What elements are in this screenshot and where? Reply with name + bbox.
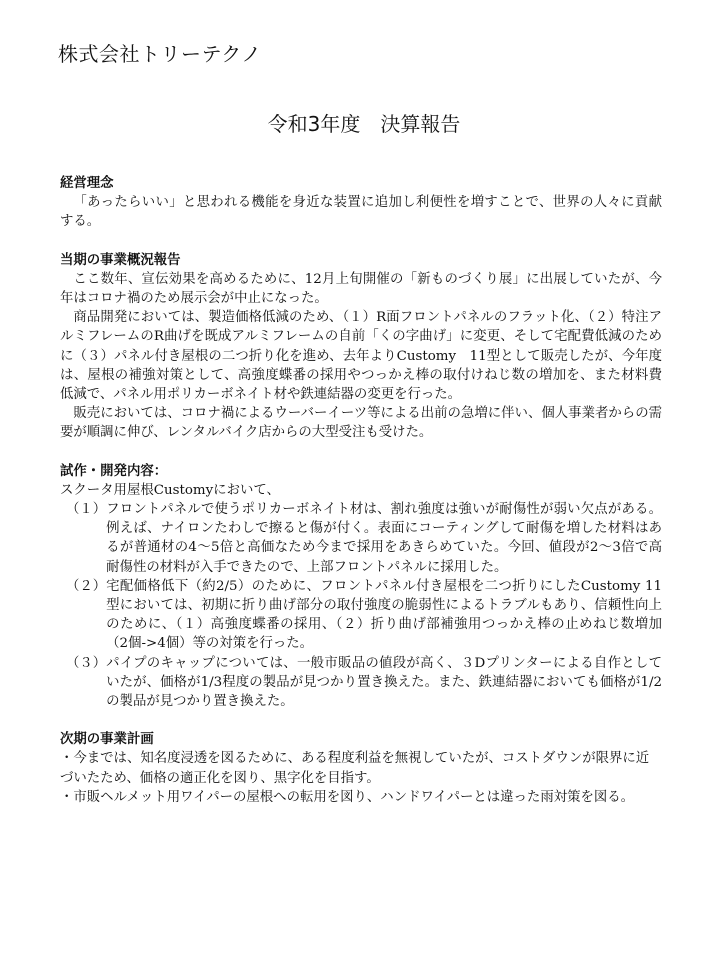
development-item	[60, 500, 662, 577]
development-heading: 試作・開発内容：	[60, 462, 168, 479]
overview-heading: 当期の事業概況報告	[60, 251, 181, 268]
section-plan	[60, 730, 662, 807]
overview-paragraph: ここ数年、宣伝効果を高めるために、12月上旬開催の「新ものづくり展」に出展していたが、今年はコロナ禍のため展示会が中止になった。	[60, 271, 662, 307]
plan-line: ・今までは、知名度浸透を図るために、ある程度利益を無視していたが、コストダウンが限界に近づいたため、価格の適正化を図り、黒字化を目指す。	[60, 751, 650, 786]
section-philosophy	[60, 174, 662, 232]
company-name: 株式会社トリーテクノ	[58, 42, 262, 66]
item-number: （３）	[66, 655, 107, 671]
philosophy-text: 「あったらいい」と思われる機能を身近な装置に追加し利便性を増すことで、世界の人々に貢献する。	[60, 195, 662, 230]
overview-paragraph: 販売においては、コロナ禍によるウーバーイーツ等による出前の急増に伴い、個人事業者からの需要が順調に伸び、レンタルバイク店からの大型受注も受けた。	[60, 406, 662, 441]
development-item	[60, 654, 662, 712]
item-number: （２）	[66, 578, 107, 594]
report-body	[60, 174, 662, 807]
item-number: （１）	[66, 502, 107, 518]
philosophy-heading: 経営理念	[60, 175, 114, 191]
overview-paragraph: 商品開発においては、製造価格低減のため、（１）R面フロントパネルのフラット化、（２）特注アルミフレームのR曲げを既成アルミフレームの自前「くの字曲げ」に変更、そして宅配費低減のために（３）パネル付き屋根の二つ折り化を進め、去年よりCustomy 11型として販売したが、今年度は、屋根の補強対策として、高強度蝶番の採用やつっかえ棒の取付けねじ数の増加を、また材料費低減で、パネル用ポリカーボネイト材や鉄連結器の変更を行った。	[60, 310, 662, 403]
item-text: 宅配価格低下（約2/5）のために、フロントパネル付き屋根を二つ折りにしたCustomy 11型においては、初期に折り曲げ部分の取付強度の脆弱性によるトラブルもあり、信頼性向上のために、（１）高強度蝶番の採用、（２）折り曲げ部補強用つっかえ棒の止めねじ数増加（2個->4個）等の対策を行った。	[106, 578, 662, 652]
report-title: 令和3年度 決算報告	[267, 112, 461, 136]
development-item	[60, 577, 662, 654]
section-overview	[60, 251, 662, 443]
plan-line: ・市販ヘルメット用ワイパーの屋根への転用を図り、ハンドワイパーとは違った雨対策を図る。	[60, 789, 635, 805]
section-development	[60, 462, 662, 712]
development-intro: スクータ用屋根Customyにおいて、	[60, 482, 280, 498]
item-text: パイプのキャップについては、一般市販品の値段が高く、３Dプリンターによる自作としていたが、価格が1/3程度の製品が見つかり置き換えた。また、鉄連結器においても価格が1/2の製品が見つかり置き換えた。	[106, 655, 662, 710]
plan-heading: 次期の事業計画	[60, 731, 154, 748]
item-text: フロントパネルで使うポリカーボネイト材は、割れ強度は強いが耐傷性が弱い欠点がある。例えば、ナイロンたわしで擦ると傷が付く。表面にコーティングして耐傷を増した材料はあるが普通材の4～5倍と高価なため今まで採用をあきらめていた。今回、値段が2～3倍で高耐傷性の材料が入手できたので、上部フロントパネルに採用した。	[106, 502, 662, 575]
